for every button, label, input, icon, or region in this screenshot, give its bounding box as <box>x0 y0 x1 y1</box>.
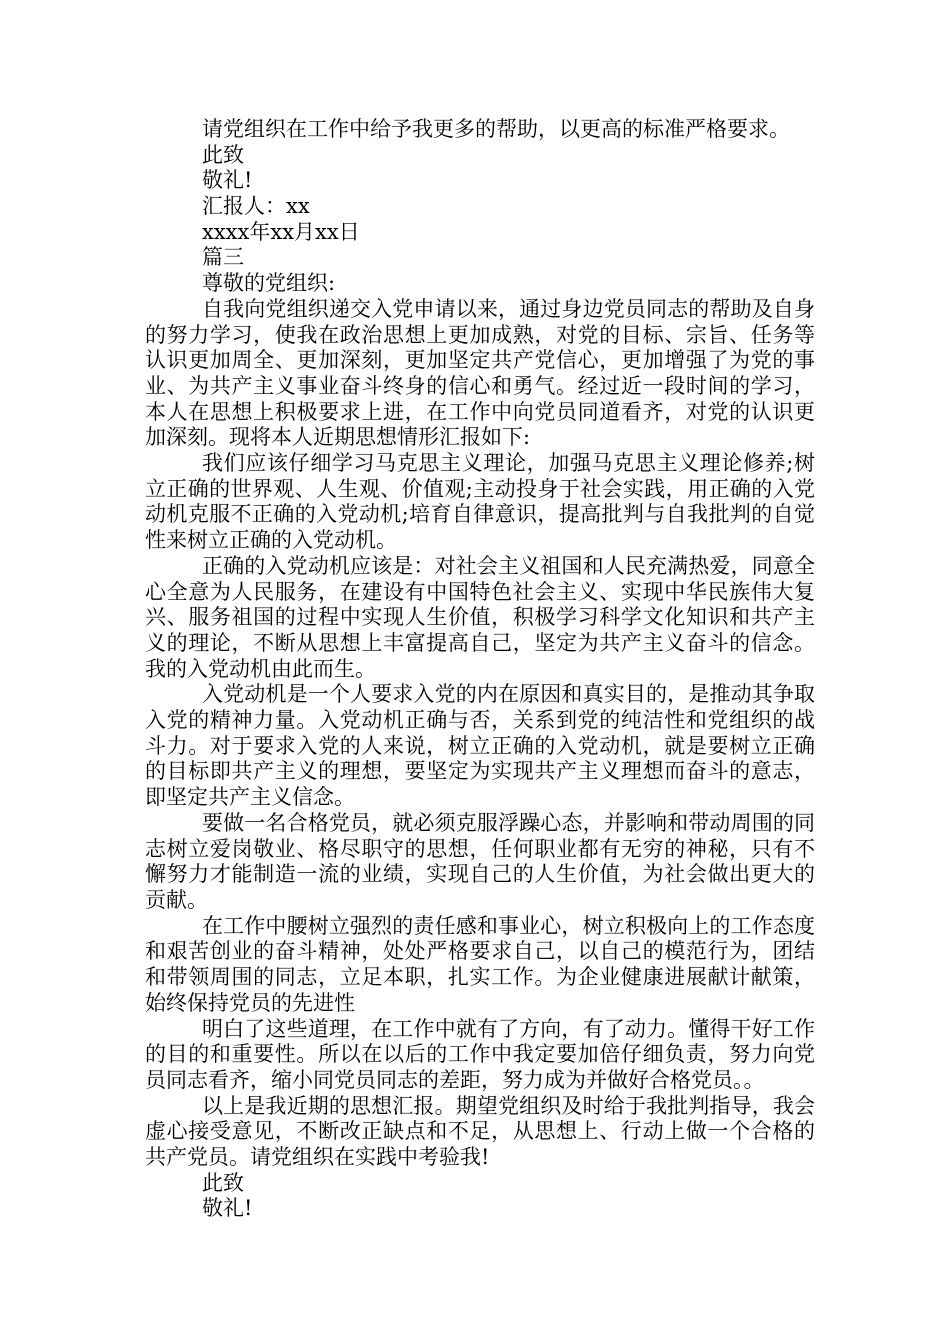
body-paragraph-8: 以上是我近期的思想汇报。期望党组织及时给于我批判指导，我会虚心接受意见，不断改正缺点和不足，从思想上、行动上做一个合格的共产党员。请党组织在实践中考验我! <box>145 1093 815 1170</box>
section-heading: 篇三 <box>202 245 244 270</box>
body-paragraph-6: 在工作中腰树立强烈的责任感和事业心，树立积极向上的工作态度和艰苦创业的奋斗精神，处处严格要求自己，以自己的模范行为，团结和带领周围的同志，立足本职，扎实工作。为企业健康进展献计献策，始终保持党员的先进性 <box>145 913 815 1015</box>
body-paragraph-1: 自我向党组织递交入党申请以来，通过身边党员同志的帮助及自身的努力学习，使我在政治思想上更加成熟，对党的目标、宗旨、任务等认识更加周全、更加深刻，更加坚定共产党信心，更加增强了为党的事业、为共产主义事业奋斗终身的信心和勇气。经过近一段时间的学习，本人在思想上积极要求上进，在工作中向党员同道看齐，对党的认识更加深刻。现将本人近期思想情形汇报如下: <box>145 296 815 450</box>
greeting-line: 尊敬的党组织: <box>202 271 336 296</box>
salutation-jingli: 敬礼! <box>202 168 253 193</box>
closing-request-line: 请党组织在工作中给予我更多的帮助，以更高的标准严格要求。 <box>202 117 790 141</box>
salutation-cizhi: 此致 <box>202 142 244 167</box>
date-line: xxxx年xx月xx日 <box>202 219 360 244</box>
body-paragraph-4: 入党动机是一个人要求入党的内在原因和真实目的，是推动其争取入党的精神力量。入党动机正确与否，关系到党的纯洁性和党组织的战斗力。对于要求入党的人来说，树立正确的入党动机，就是要树立正确的目标即共产主义的理想，要坚定为实现共产主义理想而奋斗的意志，即坚定共产主义信念。 <box>145 682 815 810</box>
closing-cizhi: 此致 <box>202 1170 244 1195</box>
reporter-line: 汇报人：xx <box>202 194 310 219</box>
body-paragraph-2: 我们应该仔细学习马克思主义理论，加强马克思主义理论修养;树立正确的世界观、人生观、价值观;主动投身于社会实践，用正确的入党动机克服不正确的入党动机;培育自律意识，提高批判与自我批判的自觉性来树立正确的入党动机。 <box>145 451 815 553</box>
body-paragraph-7: 明白了这些道理，在工作中就有了方向，有了动力。懂得干好工作的目的和重要性。所以在以后的工作中我定要加倍仔细负责，努力向党员同志看齐，缩小同党员同志的差距，努力成为并做好合格党员。。 <box>145 1016 815 1092</box>
closing-jingli: 敬礼! <box>202 1196 253 1221</box>
body-paragraph-5: 要做一名合格党员，就必须克服浮躁心态，并影响和带动周围的同志树立爱岗敬业、格尽职守的思想，任何职业都有无穷的神秘，只有不懈努力才能制造一流的业绩，实现自己的人生价值，为社会做出更大的贡献。 <box>145 810 815 912</box>
document-page <box>145 117 815 1222</box>
body-paragraph-3: 正确的入党动机应该是：对社会主义祖国和人民充满热爱，同意全心全意为人民服务，在建设有中国特色社会主义、实现中华民族伟大复兴、服务祖国的过程中实现人生价值，积极学习科学文化知识和共产主义的理论，不断从思想上丰富提高自己，坚定为共产主义奋斗的信念。我的入党动机由此而生。 <box>145 553 815 681</box>
